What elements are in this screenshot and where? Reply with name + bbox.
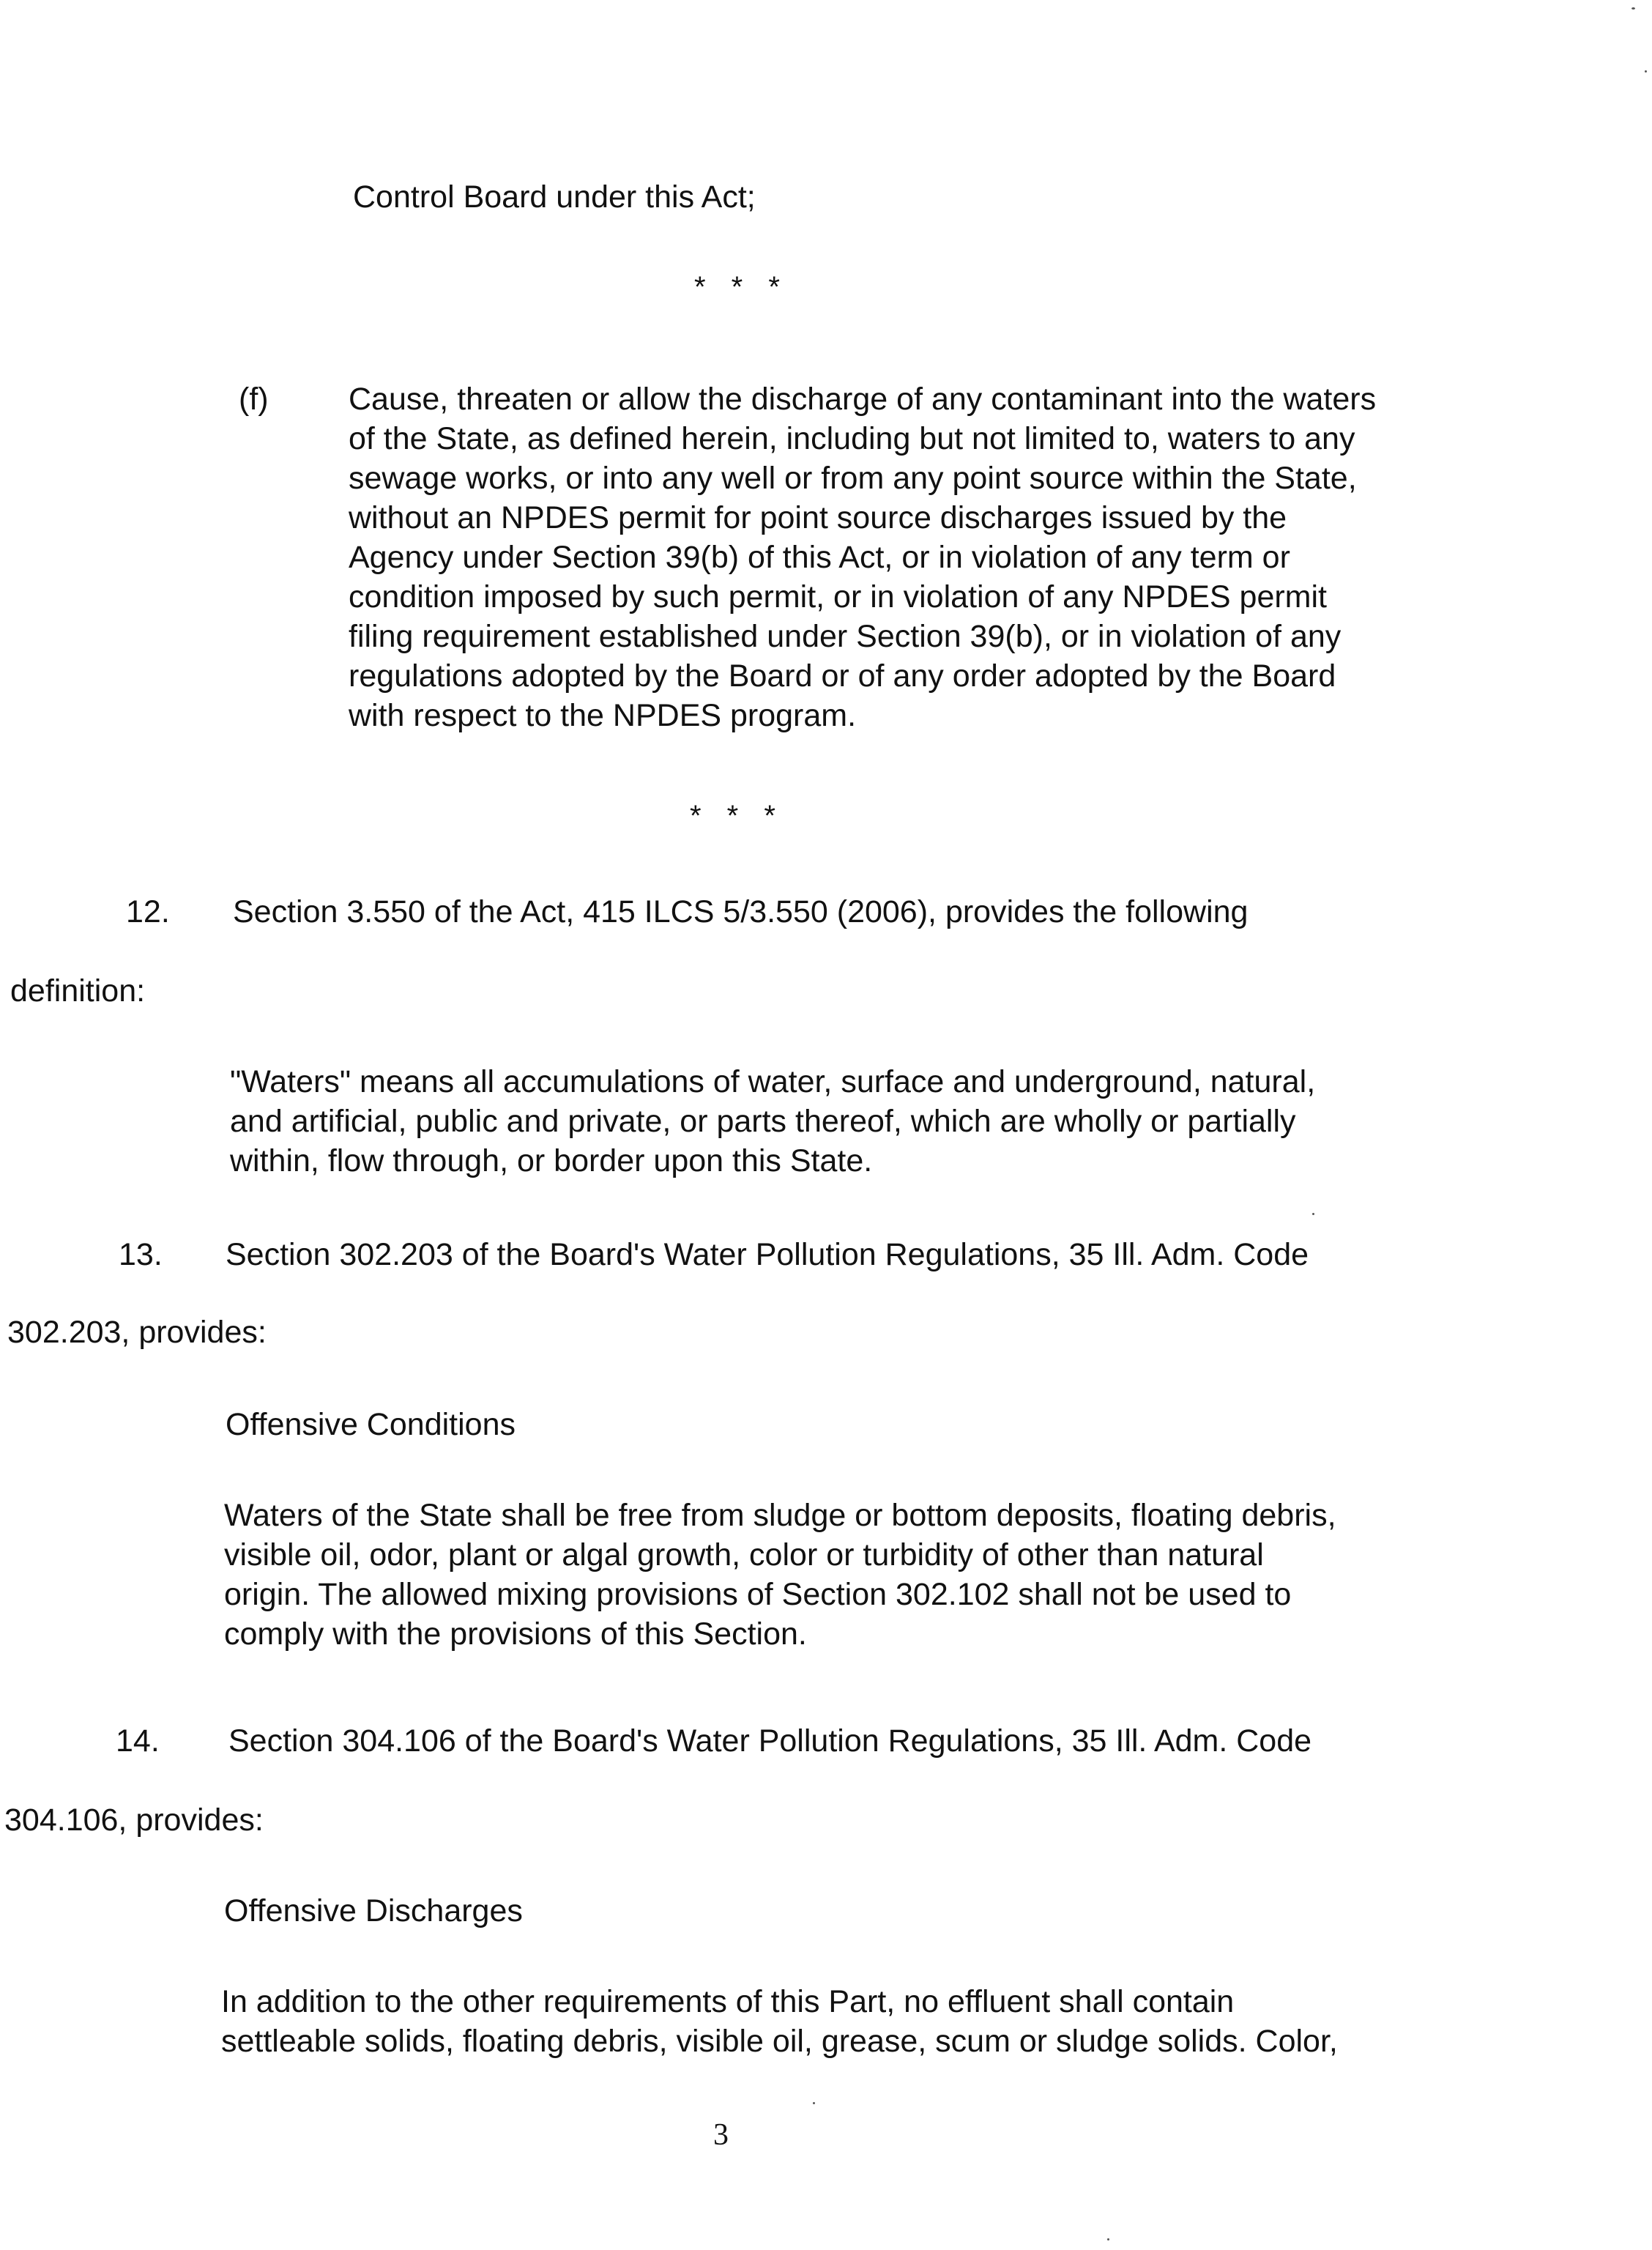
- item-f-line: condition imposed by such permit, or in violation of any NPDES permit: [349, 579, 1328, 615]
- quote-line: Waters of the State shall be free from sludge or bottom deposits, floating debris,: [224, 1498, 1336, 1533]
- section-separator: * * *: [690, 800, 784, 832]
- quote-line: "Waters" means all accumulations of water, surface and underground, natural,: [230, 1064, 1316, 1099]
- opening-line: Control Board under this Act;: [353, 179, 756, 215]
- quote-line: In addition to the other requirements of this Part, no effluent shall contain: [221, 1984, 1235, 2019]
- paragraph-12-text: Section 3.550 of the Act, 415 ILCS 5/3.550 (2006), provides the following: [233, 894, 1249, 929]
- paragraph-14-heading: Offensive Discharges: [224, 1893, 523, 1928]
- paragraph-13-heading: Offensive Conditions: [226, 1407, 516, 1442]
- item-f-marker: (f): [239, 382, 269, 417]
- scan-speck: [1631, 7, 1635, 10]
- paragraph-12-quote: [230, 1062, 1315, 1181]
- page-number: 3: [713, 2118, 729, 2152]
- paragraph-13-quote: [224, 1496, 1336, 1654]
- item-f-line: Agency under Section 39(b) of this Act, or in violation of any term or: [349, 540, 1290, 575]
- item-f-line: filing requirement established under Section 39(b), or in violation of any: [349, 619, 1342, 654]
- scan-speck: [1312, 1213, 1314, 1215]
- scan-speck: [1107, 2238, 1109, 2240]
- paragraph-number-13: 13.: [119, 1237, 163, 1272]
- item-f-line: regulations adopted by the Board or of any order adopted by the Board: [349, 658, 1336, 694]
- paragraph-13-continuation: 302.203, provides:: [7, 1315, 267, 1350]
- scan-speck: [813, 2102, 815, 2104]
- item-f-line: sewage works, or into any well or from any point source within the State,: [349, 461, 1357, 496]
- paragraph-number-12: 12.: [126, 894, 170, 929]
- item-f-text: [349, 379, 1376, 735]
- section-separator: * * *: [694, 271, 789, 303]
- paragraph-13-text: Section 302.203 of the Board's Water Pollution Regulations, 35 Ill. Adm. Code: [226, 1237, 1309, 1272]
- quote-line: comply with the provisions of this Section.: [224, 1616, 807, 1652]
- quote-line: origin. The allowed mixing provisions of Section 302.102 shall not be used to: [224, 1577, 1292, 1612]
- quote-line: within, flow through, or border upon this State.: [230, 1143, 873, 1178]
- paragraph-14-continuation: 304.106, provides:: [4, 1802, 264, 1838]
- paragraph-12-continuation: definition:: [10, 973, 146, 1009]
- item-f-line: without an NPDES permit for point source discharges issued by the: [349, 500, 1287, 535]
- quote-line: settleable solids, floating debris, visible oil, grease, scum or sludge solids. Color,: [221, 2024, 1338, 2059]
- quote-line: visible oil, odor, plant or algal growth, color or turbidity of other than natural: [224, 1537, 1264, 1573]
- paragraph-number-14: 14.: [116, 1723, 160, 1759]
- paragraph-14-quote: [221, 1982, 1338, 2061]
- quote-line: and artificial, public and private, or parts thereof, which are wholly or partially: [230, 1104, 1296, 1139]
- item-f-line: with respect to the NPDES program.: [349, 698, 857, 733]
- scan-speck: [1645, 70, 1647, 73]
- item-f-line: of the State, as defined herein, including but not limited to, waters to any: [349, 421, 1355, 456]
- item-f-line: Cause, threaten or allow the discharge of any contaminant into the waters: [349, 382, 1377, 417]
- paragraph-14-text: Section 304.106 of the Board's Water Pollution Regulations, 35 Ill. Adm. Code: [228, 1723, 1312, 1759]
